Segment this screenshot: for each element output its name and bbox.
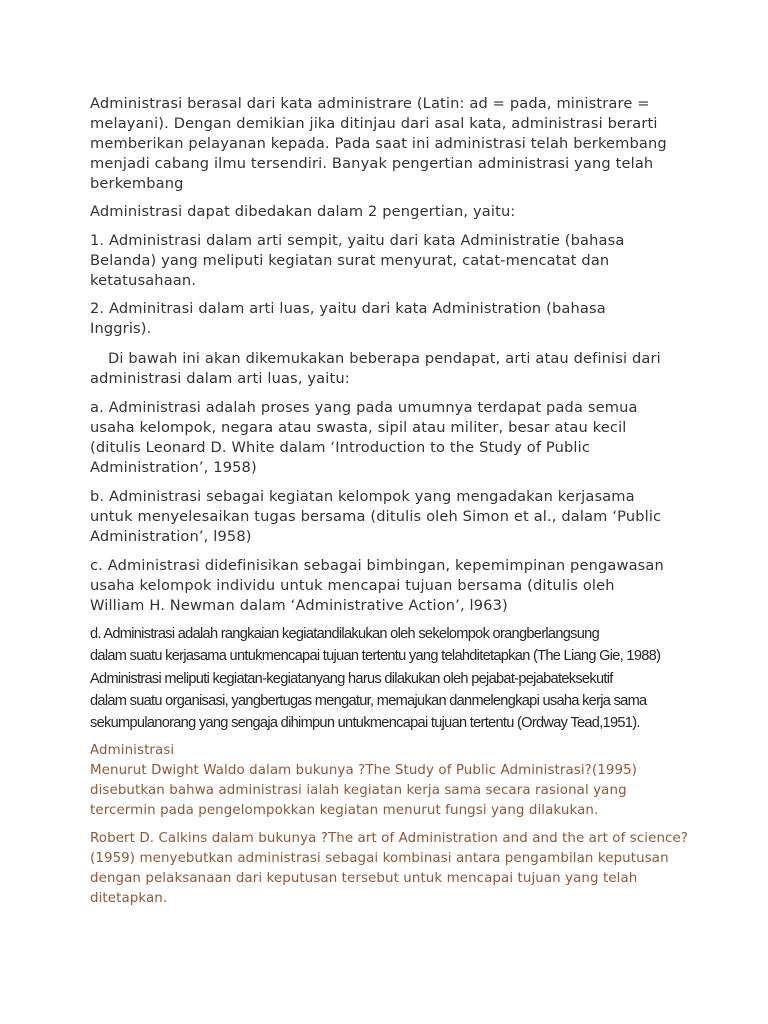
paragraph-robert-calkins: Robert D. Calkins dalam bukunya ?The art of Administration and and the art of science? (1959) menyebutkan administrasi sebagai kombinasi antara pengambilan keputusan dengan pelaksanaan dari keputusan tersebut untuk mencapai tujuan yang telah ditetapkan.: [90, 831, 689, 906]
paragraph-ordway-tead: Administrasi meliputi kegiatan-kegiatanyang harus dilakukan oleh pejabat-pejabateksekutif dalam suatu organisasi, yangbertugas mengatur, memajukan danmelengkapi usaha kerja sama sekumpulanorang yang sengaja dihimpun untukmencapai tujuan tertentu (Ordway Tead,1951).: [90, 671, 647, 731]
paragraph-two-definitions-intro: Administrasi dapat dibedakan dalam 2 pengertian, yaitu:: [90, 203, 516, 220]
paragraph-definition-a: a. Administrasi adalah proses yang pada umumnya terdapat pada semua usaha kelompok, negara atau swasta, sipil atau militer, besar atau kecil (ditulis Leonard D. White dalam ‘Introduction to the Study of Public Administration’, 1958): [90, 399, 638, 476]
paragraph-broad-definition: 2. Adminitrasi dalam arti luas, yaitu dari kata Administration (bahasa Inggris).: [90, 300, 606, 337]
paragraph-narrow-definition: 1. Administrasi dalam arti sempit, yaitu dari kata Administratie (bahasa Belanda) yang meliputi kegiatan surat menyurat, catat-mencatat dan ketatusahaan.: [90, 232, 625, 289]
paragraph-origin-of-administration: Administrasi berasal dari kata administrare (Latin: ad = pada, ministrare = melayani). Dengan demikian jika ditinjau dari asal kata, administrasi berarti memberikan pelayanan kepada. Pada saat ini administrasi telah berkembang menjadi cabang ilmu tersendiri. Banyak pengertian administrasi yang telah berkembang: [90, 95, 667, 192]
paragraph-definition-d: d. Administrasi adalah rangkaian kegiatandilakukan oleh sekelompok orangberlangsung dalam suatu kerjasama untukmencapai tujuan tertentu yang telahditetapkan (The Liang Gie, 1988): [90, 626, 661, 664]
paragraph-definition-b: b. Administrasi sebagai kegiatan kelompok yang mengadakan kerjasama untuk menyelesaikan tugas bersama (ditulis oleh Simon et al., dalam ‘Public Administration’, l958): [90, 488, 662, 545]
paragraph-dwight-waldo: Administrasi Menurut Dwight Waldo dalam bukunya ?The Study of Public Administrasi?(1995) disebutkan bahwa administrasi ialah kegiatan kerja sama secara rasional yang tercermin pada pengelompokkan kegiatan menurut fungsi yang dilakukan.: [90, 743, 638, 818]
paragraph-definitions-intro: Di bawah ini akan dikemukakan beberapa pendapat, arti atau definisi dari administrasi dalam arti luas, yaitu:: [90, 350, 661, 387]
paragraph-definition-c: c. Administrasi didefinisikan sebagai bimbingan, kepemimpinan pengawasan usaha kelompok individu untuk mencapai tujuan bersama (ditulis oleh William H. Newman dalam ‘Administrative Action’, l963): [90, 557, 664, 614]
